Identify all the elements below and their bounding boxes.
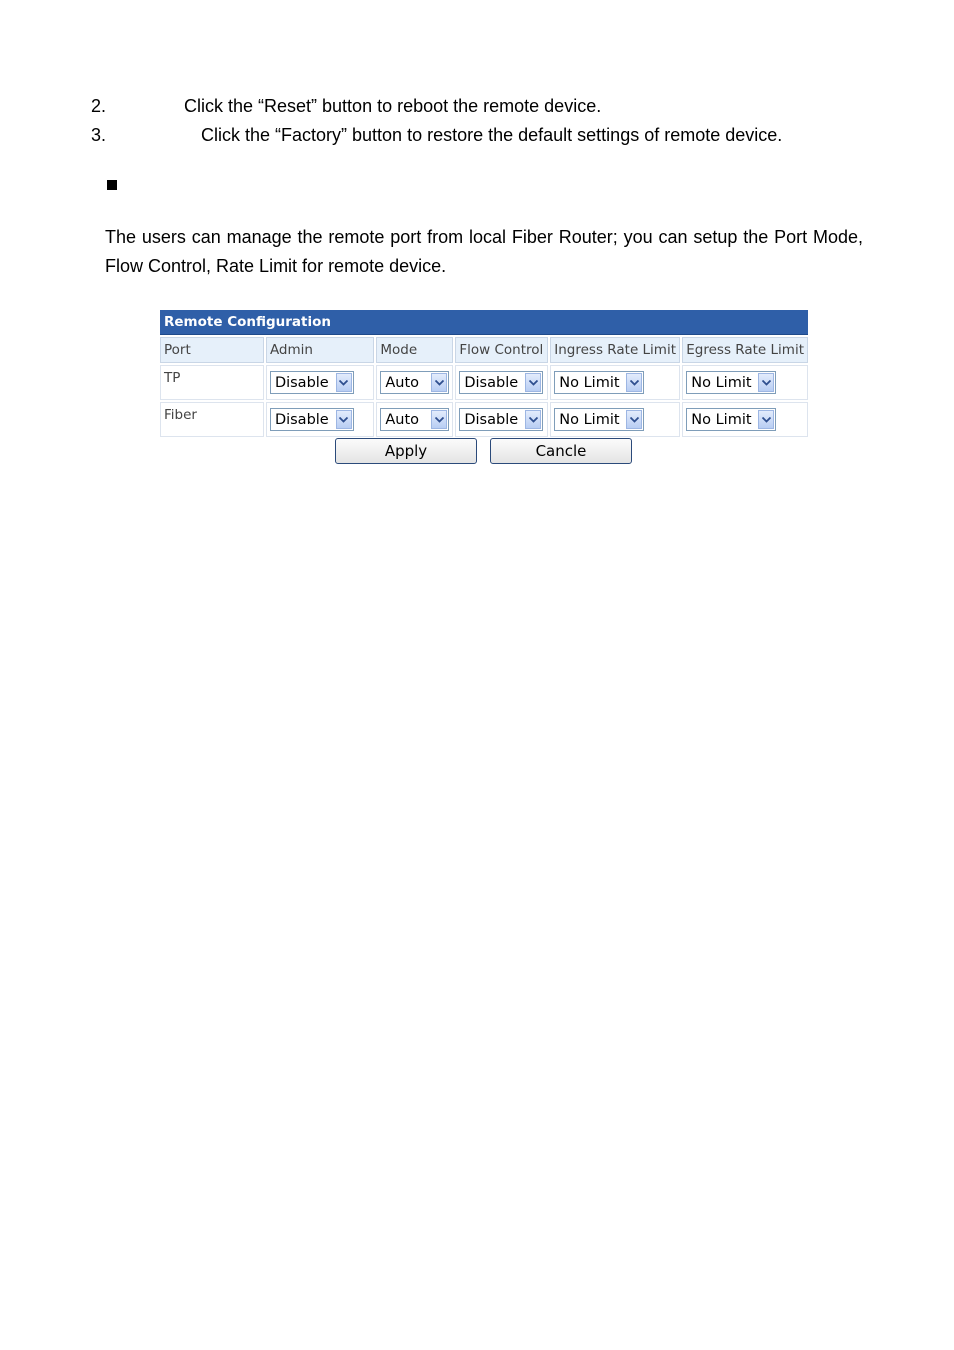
remote-configuration-panel (160, 310, 808, 460)
ingress-rate-limit-select[interactable] (554, 371, 644, 394)
select-value: No Limit (691, 411, 752, 428)
step-text: Click the “Factory” button to restore the default settings of remote device. (201, 125, 783, 145)
chevron-down-icon[interactable] (431, 410, 447, 429)
square-bullet-icon (107, 180, 117, 190)
apply-button[interactable]: Apply (335, 438, 477, 464)
table-row (160, 365, 808, 400)
column-header-egress-rate-limit: Egress Rate Limit (682, 337, 808, 363)
flow-control-select[interactable] (459, 371, 543, 394)
select-value: Disable (464, 374, 519, 391)
select-value: Auto (385, 374, 420, 391)
column-header-port: Port (160, 337, 264, 363)
remote-config-table (158, 335, 810, 439)
mode-select[interactable] (380, 371, 449, 394)
admin-select[interactable] (270, 408, 354, 431)
flow-control-select[interactable] (459, 408, 543, 431)
port-name: Fiber (160, 402, 264, 437)
column-header-mode: Mode (376, 337, 453, 363)
panel-title: Remote Configuration (160, 310, 808, 335)
select-value: Disable (274, 411, 329, 428)
column-header-admin: Admin (266, 337, 374, 363)
chevron-down-icon[interactable] (758, 410, 774, 429)
select-value: No Limit (691, 374, 752, 391)
step-text: Click the “Reset” button to reboot the remote device. (184, 96, 602, 116)
chevron-down-icon[interactable] (336, 373, 352, 392)
table-row (160, 402, 808, 437)
egress-rate-limit-select[interactable] (686, 371, 776, 394)
chevron-down-icon[interactable] (525, 373, 541, 392)
chevron-down-icon[interactable] (336, 410, 352, 429)
chevron-down-icon[interactable] (626, 373, 642, 392)
step-number: 3. (91, 125, 107, 145)
chevron-down-icon[interactable] (525, 410, 541, 429)
select-value: No Limit (559, 374, 620, 391)
table-header-row (160, 337, 808, 363)
column-header-flow-control: Flow Control (455, 337, 548, 363)
cancel-button[interactable]: Cancle (490, 438, 632, 464)
port-name: TP (160, 365, 264, 400)
ingress-rate-limit-select[interactable] (554, 408, 644, 431)
select-value: Auto (385, 411, 420, 428)
step-number: 2. (91, 96, 107, 116)
select-value: Disable (464, 411, 519, 428)
egress-rate-limit-select[interactable] (686, 408, 776, 431)
chevron-down-icon[interactable] (431, 373, 447, 392)
select-value: No Limit (559, 411, 620, 428)
mode-select[interactable] (380, 408, 449, 431)
column-header-ingress-rate-limit: Ingress Rate Limit (550, 337, 680, 363)
description-paragraph: The users can manage the remote port from local Fiber Router; you can setup the Port Mode, Flow Control, Rate Limit for remote device. (105, 227, 863, 276)
chevron-down-icon[interactable] (626, 410, 642, 429)
admin-select[interactable] (270, 371, 354, 394)
chevron-down-icon[interactable] (758, 373, 774, 392)
select-value: Disable (274, 374, 329, 391)
